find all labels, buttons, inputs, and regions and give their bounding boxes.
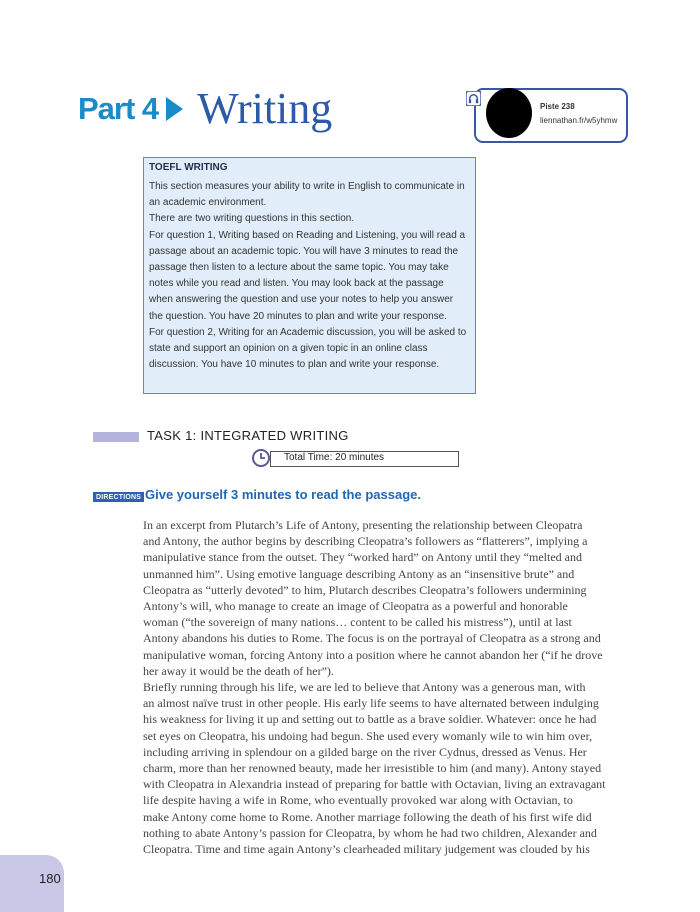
- page-number: 180: [39, 871, 61, 886]
- passage-line: Briefly running through his life, we are led to believe that Antony was a generous man, with: [143, 680, 586, 695]
- info-box-title: TOEFL WRITING: [149, 162, 228, 173]
- passage-line: unmanned him”. Using emotive language describing Antony as an “insensitive brute” and: [143, 566, 575, 581]
- passage-line: including arriving in splendour on a gilded barge on the river Cydnus, dressed as Venus. Her: [143, 744, 587, 759]
- part-label: Part 4: [78, 91, 159, 126]
- redacted-qr-code: [486, 88, 532, 138]
- passage-line: and Antony, the author begins by describing Cleopatra’s followers as “flatterers”, implying a: [143, 534, 588, 549]
- info-paragraph: For question 2, Writing for an Academic discussion, you will be asked to state and support an opinion on a given topic in an online class discussion. You have 10 minutes to plan and write your response.: [149, 326, 467, 371]
- info-paragraph: This section measures your ability to write in English to communicate in an academic environment.: [149, 181, 465, 209]
- passage-line: manipulative stance from the outset. They “worked hard” on Antony until they “melted and: [143, 550, 582, 565]
- passage-line: nothing to abate Antony’s passion for Cleopatra, by whom he had two children, Alexander and: [143, 825, 597, 840]
- passage-line: her away it would be the death of her”).: [143, 663, 334, 678]
- total-time-label: Total Time: 20 minutes: [284, 452, 385, 463]
- track-url-link[interactable]: liennathan.fr/w5yhmw: [540, 116, 618, 125]
- info-paragraph: There are two writing questions in this section.: [149, 213, 355, 225]
- passage-line: an almost naïve trust in other people. His early life seems to have alternated between indulging: [143, 696, 599, 711]
- passage-line: make Antony come home to Rome. Another marriage following the death of his first wife did: [143, 809, 592, 824]
- passage-line: Cleopatra. Time and time again Antony’s clearheaded military judgement was clouded by his: [143, 842, 590, 857]
- passage-line: Antony abandons his duties to Rome. The focus is on the portrayal of Cleopatra as a strong and: [143, 631, 601, 646]
- reading-passage: [143, 517, 623, 857]
- passage-line: his weakness for living it up and setting out to battle as a brave soldier. Whatever: once he had: [143, 712, 597, 727]
- task-heading-bar: [93, 432, 139, 442]
- section-title: Writing: [197, 84, 333, 133]
- passage-line: set eyes on Cleopatra, his undoing had begun. She used every womanly wile to win him over,: [143, 728, 593, 743]
- clock-icon: [251, 448, 271, 468]
- passage-line: life despite having a wife in Rome, who eventually provoked war along with Octavian, to: [143, 793, 573, 808]
- track-label: Piste 238: [540, 102, 575, 111]
- directions-tag: DIRECTIONS: [93, 492, 144, 502]
- toefl-info-box: [143, 157, 476, 394]
- passage-line: woman (“the sovereign of many nations… content to be called his mistress”), until at last: [143, 615, 572, 630]
- triangle-arrow-icon: [166, 97, 183, 121]
- passage-line: charm, more than her renowned beauty, made her irresistible to him (and many). Antony stayed: [143, 761, 602, 776]
- passage-line: with Cleopatra in Alexandria instead of preparing for battle with Octavian, living an extravagant: [143, 777, 606, 792]
- passage-line: Cleopatra as “utterly devoted” to him, Plutarch describes Cleopatra’s followers undermining: [143, 582, 587, 597]
- page-header: [78, 84, 332, 134]
- headphone-icon: [466, 91, 481, 106]
- task-title: TASK 1: INTEGRATED WRITING: [147, 428, 349, 443]
- info-paragraph: For question 1, Writing based on Reading and Listening, you will read a passage about an academic topic. You will have 3 minutes to read the passage then listen to a lecture about the same topic. You may take notes while you read and listen. You may look back at the passage when answering the question and use your notes to help you answer the question. You have 20 minutes to plan and write your response.: [149, 229, 466, 322]
- passage-line: In an excerpt from Plutarch’s Life of Antony, presenting the relationship between Cleopatra: [143, 518, 583, 532]
- passage-line: Antony’s will, who manage to create an image of Cleopatra as a powerful and honorable: [143, 599, 568, 614]
- passage-line: manipulative woman, forcing Antony into a position where he cannot abandon her (“if he drove: [143, 647, 603, 662]
- directions-text: Give yourself 3 minutes to read the passage.: [145, 487, 421, 502]
